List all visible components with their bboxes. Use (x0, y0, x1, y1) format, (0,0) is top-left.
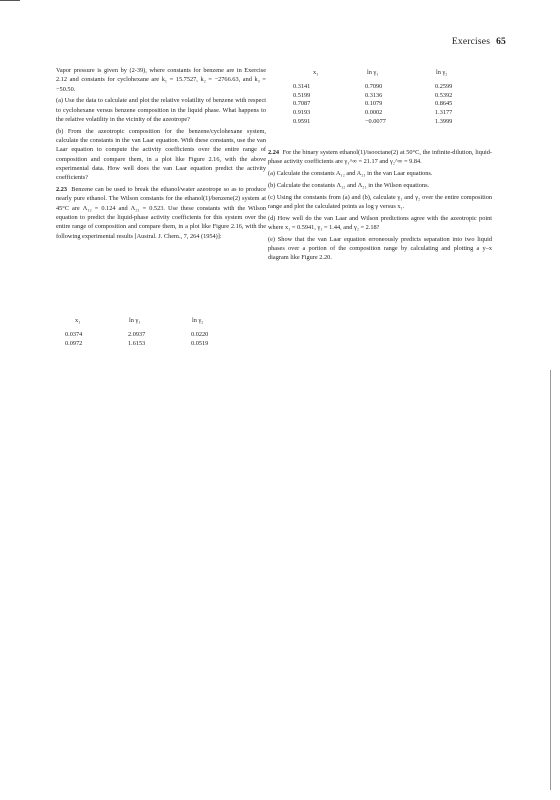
table-cell: 0.7087 (293, 100, 311, 108)
exercise-224-part-c: (c) Using the constants from (a) and (b), calculate γ₁ and γ₂ over the entire composition range and plot the calculated points as log γ versus x₁. (268, 193, 492, 210)
table-cell: 0.0519 (191, 339, 209, 347)
table-cell: 0.3136 (365, 91, 383, 99)
exercise-224-part-d: (d) How well do the van Laar and Wilson predictions agree with the azeotropic point where x₁ = 0.5941, γ₁ = 1.44, and γ₂ = 2.18? (268, 214, 492, 232)
col-header-ln-gamma1: ln γ₁ (129, 317, 141, 324)
table-cell: 0.9591 (293, 117, 311, 125)
exercise-text: For the binary system ethanol(1)/isooctane(2) at 50°C, the infinite-dilution, liquid-phase activity coefficients are γ₁^∞ = 21.17 and γ₂^∞ = 9.84. (268, 149, 492, 166)
exercise-text: Benzene can be used to break the ethanol/water azeotrope so as to produce nearly pure ethanol. The Wilson constants for the ethanol(1)/benzene(2) system at 45°C are Λ₁₂ = 0.124 and Λ₂₁ = 0.523. Use these constants with the Wilson equation to predict the liquid-phase activity coefficients for this system over the entire range of composition and compare them, in a plot like Figure 2.16, with the following experimental results [Austral. J. Chem., 7, 264 (1954)]: (56, 186, 266, 240)
col-header-x1: x₁ (313, 69, 319, 76)
table-row (293, 100, 475, 109)
table-cell: 0.0374 (65, 330, 83, 338)
col-header-ln-gamma2: ln γ₂ (192, 317, 204, 324)
page-number: 65 (496, 37, 506, 47)
table-cell: 0.3141 (293, 82, 311, 90)
exercise-224 (268, 148, 492, 167)
table-row (293, 118, 475, 127)
table-cell: 0.0002 (365, 109, 383, 117)
col-header-x1: x₁ (75, 317, 81, 324)
exercise-224-part-a: (a) Calculate the constants A₁₂ and A₂₁ in the van Laar equations. (268, 170, 433, 178)
table-cell: 1.3999 (435, 117, 453, 125)
scan-corner-mark (0, 0, 20, 1)
table-header-row (65, 317, 231, 331)
table-cell: 0.2599 (435, 82, 453, 90)
exercise-222-intro: Vapor pressure is given by (2-39), where constants for benzene are in Exercise 2.12 and constants for cyclohexane are k₁ = 15.7527, k₂ = −2766.63, and k₃ = −50.50. (56, 67, 266, 93)
vle-data-table-left (65, 317, 231, 348)
table-cell: 0.1079 (365, 100, 383, 108)
table-row (293, 83, 475, 92)
table-cell: 2.0937 (128, 330, 146, 338)
table-row (65, 340, 231, 349)
table-cell: 0.5392 (435, 91, 453, 99)
table-row (65, 331, 231, 340)
table-cell: 1.3177 (435, 109, 453, 117)
exercise-224-part-e: (e) Show that the van Laar equation erroneously predicts separation into two liquid phases over a portion of the composition range by calculating and plotting a y–x diagram like Figure 2.20. (268, 235, 492, 262)
left-text-column (56, 66, 266, 243)
table-row (293, 92, 475, 101)
vle-data-table-top (293, 69, 475, 127)
running-header (452, 37, 506, 47)
table-cell: 1.6153 (128, 339, 146, 347)
table-cell: 0.9193 (293, 109, 311, 117)
table-cell: 0.8645 (435, 100, 453, 108)
exercise-number: 2.24 (268, 149, 280, 156)
page-edge-line (550, 370, 551, 790)
right-text-column (268, 148, 492, 265)
header-section-title: Exercises (451, 37, 491, 47)
exercise-222-part-b: (b) From the azeotropic composition for the benzene/cyclohexane system, calculate the constants in the van Laar equation. With these constants, use the van Laar equation to compute the activity coefficients over the entire range of composition and compare them, in a plot like Figure 2.16, with the above experimental data. How well does the van Laar equation predict the activity coefficients? (56, 127, 266, 182)
exercise-224-part-b: (b) Calculate the constants Λ₁₂ and Λ₂₁ in the Wilson equations. (268, 181, 430, 189)
col-header-ln-gamma2: ln γ₂ (436, 69, 448, 76)
exercise-number: 2.23 (56, 186, 68, 194)
table-cell: 0.0220 (191, 330, 209, 338)
table-cell: −0.0077 (365, 117, 386, 125)
table-cell: 0.7090 (365, 82, 383, 90)
table-cell: 0.5199 (293, 91, 311, 99)
exercise-223 (56, 185, 266, 241)
exercise-222-part-a: (a) Use the data to calculate and plot the relative volatility of benzene with respect to cyclohexane versus benzene composition in the liquid phase. What happens to the relative volatility in the vicinity of the azeotrope? (56, 97, 266, 123)
table-row (293, 109, 475, 118)
table-cell: 0.0972 (65, 339, 83, 347)
col-header-ln-gamma1: ln γ₁ (367, 69, 379, 76)
table-header-row (293, 69, 475, 83)
